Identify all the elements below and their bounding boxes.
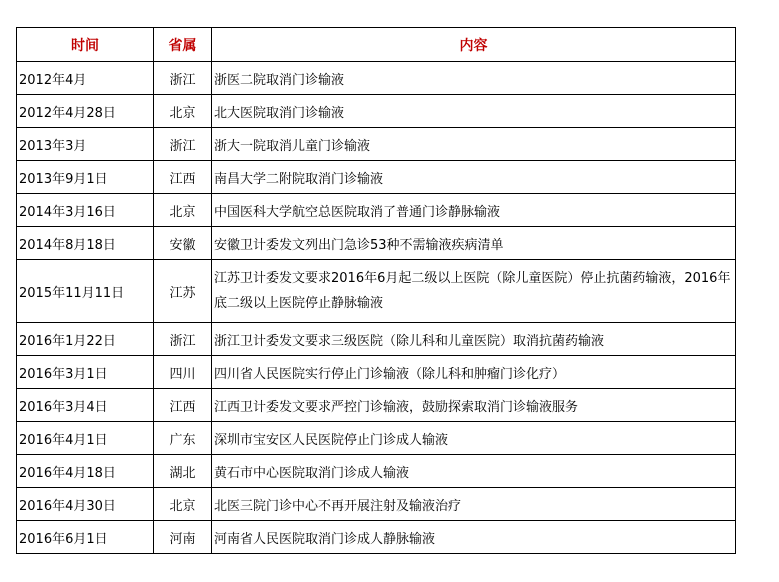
table-row [17, 227, 736, 260]
date-cell: 2016年6月1日 [17, 521, 154, 554]
content-cell: 四川省人民医院实行停止门诊输液（除儿科和肿瘤门诊化疗） [212, 356, 736, 389]
content-cell: 南昌大学二附院取消门诊输液 [212, 161, 736, 194]
province-cell: 安徽 [154, 227, 212, 260]
date-cell: 2016年1月22日 [17, 323, 154, 356]
province-cell: 北京 [154, 488, 212, 521]
table-row [17, 62, 736, 95]
date-cell: 2015年11月11日 [17, 260, 154, 323]
content-cell: 江西卫计委发文要求严控门诊输液，鼓励探索取消门诊输液服务 [212, 389, 736, 422]
date-cell: 2016年4月30日 [17, 488, 154, 521]
table-header-row [17, 28, 736, 62]
table-row [17, 194, 736, 227]
table-row [17, 488, 736, 521]
content-cell: 浙江卫计委发文要求三级医院（除儿科和儿童医院）取消抗菌药输液 [212, 323, 736, 356]
date-cell: 2016年3月1日 [17, 356, 154, 389]
province-cell: 北京 [154, 194, 212, 227]
province-cell: 江西 [154, 161, 212, 194]
content-cell: 北大医院取消门诊输液 [212, 95, 736, 128]
province-cell: 浙江 [154, 323, 212, 356]
table-row [17, 389, 736, 422]
column-header-time: 时间 [17, 28, 154, 62]
content-cell: 浙医二院取消门诊输液 [212, 62, 736, 95]
province-cell: 四川 [154, 356, 212, 389]
table-row [17, 422, 736, 455]
province-cell: 北京 [154, 95, 212, 128]
date-cell: 2014年3月16日 [17, 194, 154, 227]
table-row [17, 323, 736, 356]
province-cell: 浙江 [154, 62, 212, 95]
date-cell: 2016年3月4日 [17, 389, 154, 422]
date-cell: 2016年4月1日 [17, 422, 154, 455]
province-cell: 湖北 [154, 455, 212, 488]
table-row [17, 455, 736, 488]
province-cell: 广东 [154, 422, 212, 455]
infusion-policy-table [16, 27, 736, 554]
date-cell: 2014年8月18日 [17, 227, 154, 260]
date-cell: 2013年9月1日 [17, 161, 154, 194]
content-cell: 河南省人民医院取消门诊成人静脉输液 [212, 521, 736, 554]
province-cell: 江西 [154, 389, 212, 422]
column-header-province: 省属 [154, 28, 212, 62]
content-cell: 北医三院门诊中心不再开展注射及输液治疗 [212, 488, 736, 521]
content-cell: 黄石市中心医院取消门诊成人输液 [212, 455, 736, 488]
column-header-content: 内容 [212, 28, 736, 62]
table-row [17, 521, 736, 554]
content-cell: 浙大一院取消儿童门诊输液 [212, 128, 736, 161]
province-cell: 河南 [154, 521, 212, 554]
date-cell: 2016年4月18日 [17, 455, 154, 488]
content-cell: 深圳市宝安区人民医院停止门诊成人输液 [212, 422, 736, 455]
table-row [17, 161, 736, 194]
content-cell: 安徽卫计委发文列出门急诊53种不需输液疾病清单 [212, 227, 736, 260]
table-row [17, 260, 736, 323]
province-cell: 浙江 [154, 128, 212, 161]
table-row [17, 356, 736, 389]
table-row [17, 95, 736, 128]
table-row [17, 128, 736, 161]
content-cell: 中国医科大学航空总医院取消了普通门诊静脉输液 [212, 194, 736, 227]
date-cell: 2012年4月 [17, 62, 154, 95]
content-cell: 江苏卫计委发文要求2016年6月起二级以上医院（除儿童医院）停止抗菌药输液，2016年底二级以上医院停止静脉输液 [212, 260, 736, 323]
date-cell: 2012年4月28日 [17, 95, 154, 128]
date-cell: 2013年3月 [17, 128, 154, 161]
province-cell: 江苏 [154, 260, 212, 323]
